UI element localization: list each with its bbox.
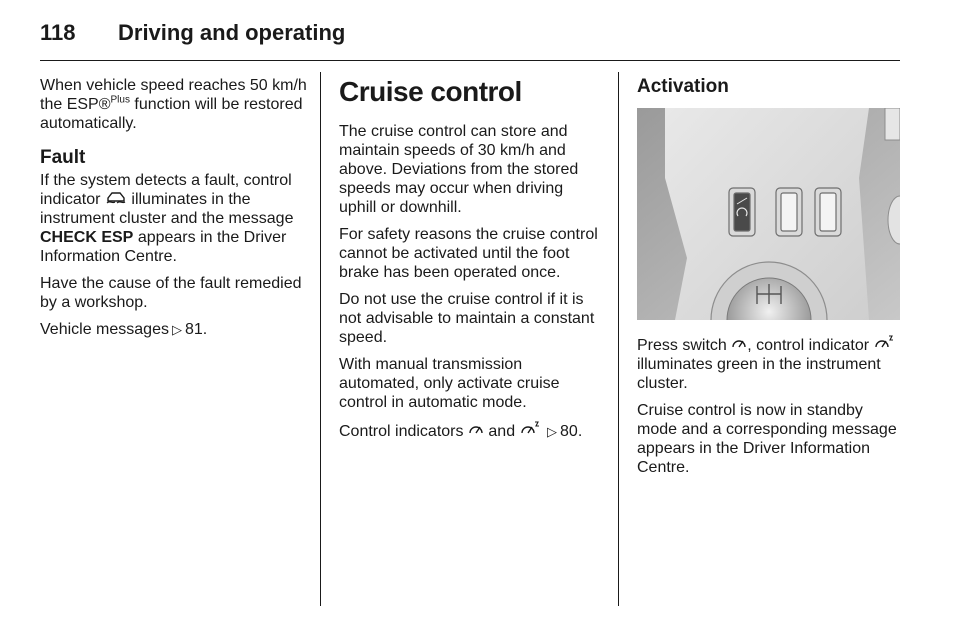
column-divider-2 (618, 72, 619, 606)
cruise-warning-paragraph: Do not use the cruise control if it is not advisable to maintain a constant speed. (339, 291, 595, 346)
cruise-transmission-paragraph: With manual transmission automated, only activate cruise control in automatic mode. (339, 356, 560, 411)
check-esp-message: CHECK ESP (40, 229, 134, 246)
cruise-control-standby-icon (520, 420, 540, 441)
fault-paragraph: If the system detects a fault, control indicator illuminates in the instrument cluster and the message CHECK ESP appears in the Driver Information Centre. (40, 172, 294, 265)
page-title: Driving and operating (118, 20, 346, 45)
page-number: 118 (40, 20, 76, 45)
cruise-intro-paragraph: The cruise control can store and maintain speeds of 30 km/h and above. Deviations from the stored speeds may occur when driving uphill or downhill. (339, 123, 579, 216)
cruise-control-standby-icon (874, 334, 894, 355)
column-left (40, 76, 310, 347)
esp-skid-car-icon (105, 190, 127, 209)
cruise-switch-photo (637, 108, 900, 320)
page-header (40, 14, 900, 61)
plus-superscript: Plus (110, 94, 130, 106)
column-right (637, 76, 905, 485)
column-middle (339, 76, 604, 449)
page-reference-arrow-icon: ▷ (171, 322, 182, 337)
standby-paragraph: Cruise control is now in standby mode and a corresponding message appears in the Driver Information Centre. (637, 402, 897, 476)
cruise-control-icon (468, 422, 484, 441)
column-divider-1 (320, 72, 321, 606)
vehicle-messages-reference: Vehicle messages ▷ 81. (40, 321, 208, 338)
activation-heading: Activation (637, 76, 729, 97)
press-switch-paragraph: Press switch , control indicator illuminates green in the instrument cluster. (637, 334, 905, 393)
control-indicators-reference: Control indicators and ▷ 80. (339, 420, 604, 441)
page-reference-arrow-icon: ▷ (547, 424, 558, 439)
page-link-81[interactable]: 81. (184, 321, 208, 338)
cruise-control-icon (731, 336, 747, 355)
page-link-80[interactable]: 80. (560, 423, 583, 440)
cruise-control-heading: Cruise control (339, 76, 522, 107)
cruise-safety-paragraph: For safety reasons the cruise control cannot be activated until the foot brake has been operated once. (339, 226, 598, 281)
remedy-paragraph: Have the cause of the fault remedied by a workshop. (40, 275, 302, 311)
esp-restore-paragraph: When vehicle speed reaches 50 km/h the ESP®$^{Plus}$ function will be restored automatically. (40, 77, 307, 132)
fault-heading: Fault (40, 147, 86, 168)
